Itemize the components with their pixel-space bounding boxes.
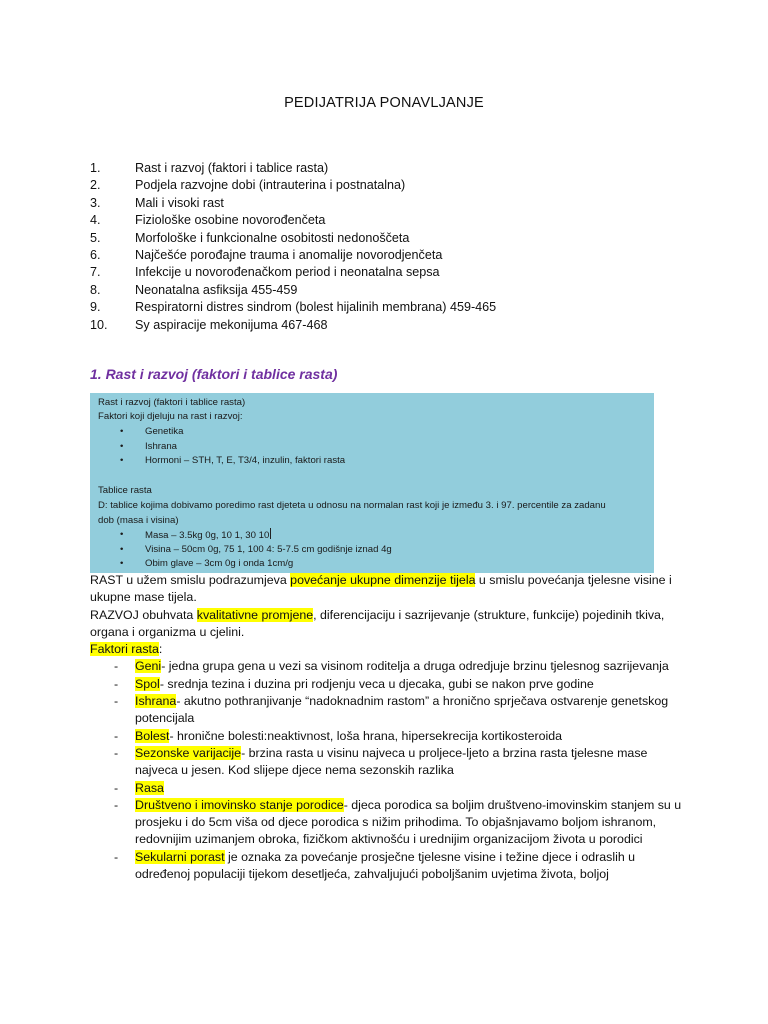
list-dash: -	[114, 797, 119, 812]
factor-term: Rasa	[135, 780, 164, 795]
factor-term: Društveno i imovinsko stanje porodice	[135, 797, 344, 812]
list-dash: -	[114, 849, 119, 864]
box-bullet-text: Visina – 50cm 0g, 75 1, 100 4: 5-7.5 cm godišnje iznad 4g	[145, 543, 392, 555]
toc-number: 5.	[90, 230, 101, 245]
toc-item	[90, 230, 690, 247]
highlighted-note-box	[90, 393, 654, 573]
toc-number: 7.	[90, 265, 101, 280]
toc-text: Najčešće porođajne trauma i anomalije novorodjenčeta	[135, 247, 443, 262]
list-item	[90, 728, 690, 745]
list-item	[90, 676, 690, 693]
list-dash: -	[114, 659, 119, 674]
table-of-contents	[90, 160, 690, 334]
toc-item	[90, 299, 690, 316]
toc-number: 1.	[90, 161, 101, 175]
toc-text: Fiziološke osobine novorođenčeta	[135, 213, 326, 228]
box-subheading: Tablice rasta	[98, 485, 152, 496]
factor-description: - hronične bolesti:neaktivnost, loša hrana, hipersekrecija kortikosteroida	[169, 728, 563, 743]
document-title: PEDIJATRIJA PONAVLJANJE	[284, 95, 484, 111]
toc-item	[90, 195, 690, 212]
box-bullet-text: Masa – 3.5kg 0g, 10 1, 30 10	[145, 530, 270, 541]
section-heading: 1. Rast i razvoj (faktori i tablice rasta)	[90, 366, 338, 382]
bullet-icon: •	[120, 440, 124, 452]
rast-text: RAST u užem smislu podrazumjeva	[90, 573, 291, 587]
toc-item	[90, 247, 690, 264]
toc-item	[90, 160, 690, 177]
toc-item	[90, 317, 690, 334]
box-bullet-text: Hormoni – STH, T, E, T3/4, inzulin, faktori rasta	[145, 455, 346, 466]
list-item	[90, 693, 690, 728]
bullet-icon: •	[120, 558, 124, 569]
rast-text-end: u smislu povećanja tjelesne visine i ukupne mase tijela.	[90, 573, 672, 605]
toc-text: Podjela razvojne dobi (intrauterina i postnatalna)	[135, 178, 406, 193]
box-subtitle: Faktori koji djeluju na rast i razvoj:	[98, 411, 243, 422]
list-item	[90, 745, 690, 780]
factor-description: je oznaka za povećanje prosječne tjelesne visine i težine djece i odraslih u određenoj populaciji tijekom desetljeća, zahvaljujući poboljšanim uvjetima života, boljoj	[135, 849, 636, 882]
factor-term: Bolest	[135, 728, 170, 743]
factor-description: - akutno pothranjivanje “nadoknadnim rastom” a hronično sprječava ostvarenje genetskog potencijala	[135, 694, 669, 726]
factors-list	[90, 658, 690, 883]
factor-term: Spol	[135, 676, 160, 691]
toc-item	[90, 212, 690, 229]
toc-number: 4.	[90, 213, 101, 228]
toc-text: Respiratorni distres sindrom (bolest hijalinih membrana) 459-465	[135, 300, 497, 315]
factors-heading-colon: :	[158, 642, 163, 657]
toc-text: Rast i razvoj (faktori i tablice rasta)	[135, 161, 329, 175]
toc-number: 10.	[90, 317, 108, 332]
toc-item	[90, 264, 690, 281]
box-definition-line-2: dob (masa i visina)	[98, 515, 179, 526]
toc-item	[90, 282, 690, 299]
list-item	[90, 658, 690, 675]
box-bullet-text: Ishrana	[145, 440, 177, 452]
razvoj-text-end: , diferencijaciju i sazrijevanje (strukture, funkcije) pojedinih tkiva, organa i organizma u cjelini.	[90, 607, 665, 639]
list-dash: -	[114, 676, 119, 691]
factor-description: - brzina rasta u visinu najveca u proljece-ljeto a brzina rasta tjelesne mase najveca u jesen. Kod slijepe djece nema sezonskih razlika	[135, 745, 648, 778]
box-bullet-text: Obim glave – 3cm 0g i onda 1cm/g	[145, 558, 294, 569]
factor-description: - srednja tezina i duzina pri rodjenju veca u djecaka, gubi se nakon prve godine	[159, 676, 594, 691]
toc-text: Morfološke i funkcionalne osobitosti nedonoščeta	[135, 230, 410, 245]
box-definition-line-1: D: tablice kojima dobivamo poredimo rast djeteta u odnosu na normalan rast koji je između 3. i 97. percentile za zadanu	[98, 500, 606, 511]
factor-term: Ishrana	[135, 694, 177, 709]
box-title: Rast i razvoj (faktori i tablice rasta)	[98, 397, 246, 408]
toc-number: 3.	[90, 195, 101, 210]
text-cursor	[270, 528, 271, 539]
list-dash: -	[114, 745, 119, 760]
rast-highlight: povećanje ukupne dimenzije tijela	[290, 573, 476, 587]
razvoj-text: RAZVOJ obuhvata	[90, 607, 197, 622]
list-item	[90, 797, 690, 849]
toc-number: 2.	[90, 178, 101, 193]
list-dash: -	[114, 728, 119, 743]
body-text	[90, 572, 690, 883]
list-item	[90, 849, 690, 884]
list-item	[90, 780, 690, 797]
bullet-icon: •	[120, 455, 124, 466]
list-dash: -	[114, 694, 119, 709]
toc-text: Sy aspiracije mekonijuma 467-468	[135, 317, 328, 332]
factor-description: - djeca porodica sa boljim društveno-imovinskim stanjem su u prosjeku i do 5cm viša od djece porodica s nižim prihodima. To objašnjavamo boljom ishranom, redovnijim uzimanjem obroka, fizičkom aktivnošću i urednijim organizacijom života u porodici	[135, 797, 682, 847]
factor-term: Sekularni porast	[135, 849, 225, 864]
factor-term: Geni	[135, 659, 162, 674]
razvoj-highlight: kvalitativne promjene	[196, 607, 314, 622]
paragraph-rast	[90, 572, 690, 607]
toc-text: Mali i visoki rast	[135, 195, 224, 210]
bullet-icon: •	[120, 529, 124, 540]
paragraph-razvoj	[90, 607, 690, 642]
toc-item	[90, 177, 690, 194]
factors-heading	[90, 641, 690, 658]
factors-heading-label: Faktori rasta	[90, 642, 159, 657]
factor-term: Sezonske varijacije	[135, 745, 242, 760]
factor-description: - jedna grupa gena u vezi sa visinom roditelja a druga odredjuje brzinu tjelesnog sazrijevanja	[161, 659, 669, 674]
list-dash: -	[114, 780, 119, 795]
toc-text: Infekcije u novorođenačkom period i neonatalna sepsa	[135, 265, 440, 280]
toc-number: 6.	[90, 247, 101, 262]
toc-number: 9.	[90, 300, 101, 315]
toc-number: 8.	[90, 282, 101, 297]
toc-text: Neonatalna asfiksija 455-459	[135, 282, 298, 297]
bullet-icon: •	[120, 543, 124, 555]
box-bullet-text: Genetika	[145, 426, 184, 437]
bullet-icon: •	[120, 426, 124, 437]
